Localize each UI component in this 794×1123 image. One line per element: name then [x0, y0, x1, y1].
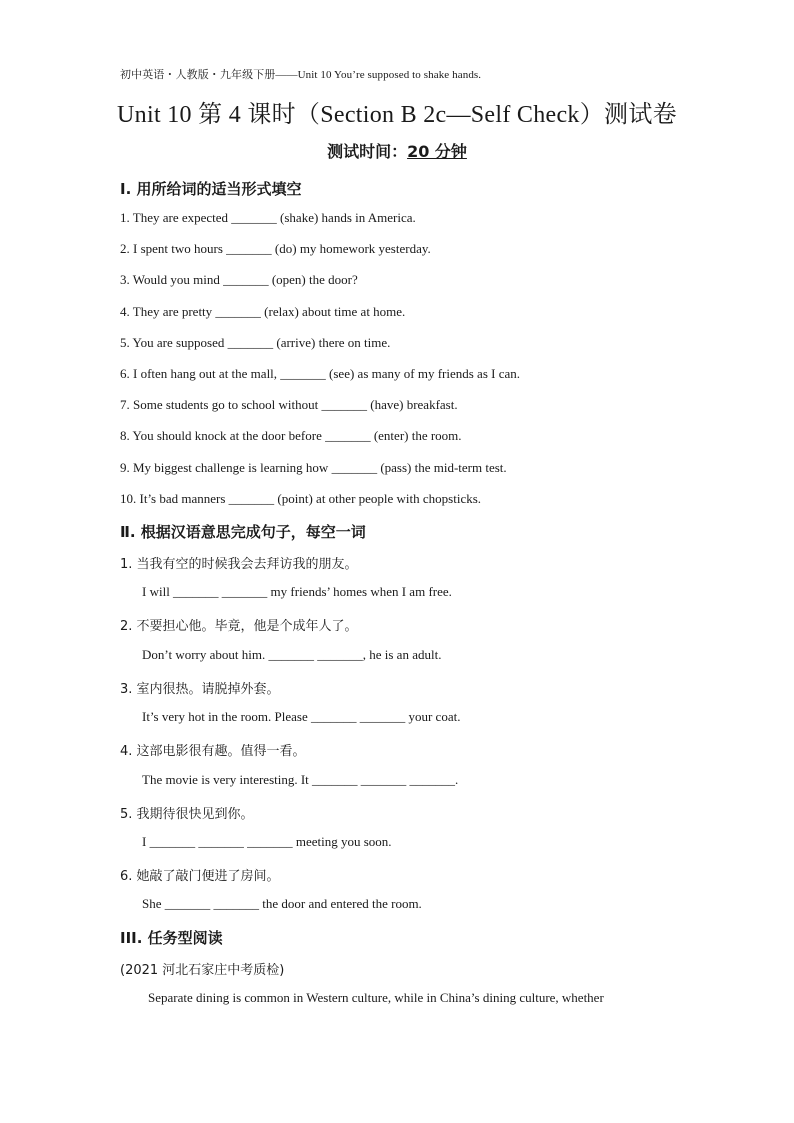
test-duration — [0, 139, 794, 162]
chinese-prompt: 3. 室内很热。请脱掉外套。 — [120, 682, 280, 697]
section-3-heading: III. 任务型阅读 — [120, 929, 223, 947]
english-sentence: Don’t worry about him. _______ _______, he is an adult. — [142, 647, 442, 662]
english-sentence: She _______ _______ the door and entered the room. — [142, 896, 422, 911]
question-item: 9. My biggest challenge is learning how _______ (pass) the mid-term test. — [120, 460, 507, 475]
question-item: 7. Some students go to school without _______ (have) breakfast. — [120, 397, 458, 412]
english-sentence: It’s very hot in the room. Please _______ _______ your coat. — [142, 709, 461, 724]
english-sentence: I _______ _______ _______ meeting you soon. — [142, 834, 392, 849]
source-note: (2021 河北石家庄中考质检) — [120, 963, 285, 978]
question-item: 5. You are supposed _______ (arrive) there on time. — [120, 335, 391, 350]
test-duration-value: 20 分钟 — [407, 142, 467, 161]
chinese-prompt: 4. 这部电影很有趣。值得一看。 — [120, 744, 306, 759]
section-2-heading: Ⅱ. 根据汉语意思完成句子，每空一词 — [120, 523, 366, 541]
chinese-prompt: 2. 不要担心他。毕竟，他是个成年人了。 — [120, 619, 358, 634]
header-note: 初中英语・人教版・九年级下册——Unit 10 You’re supposed to shake hands. — [120, 69, 482, 81]
chinese-prompt: 1. 当我有空的时候我会去拜访我的朋友。 — [120, 557, 358, 572]
reading-paragraph: Separate dining is common in Western culture, while in China’s dining culture, whether — [148, 990, 604, 1005]
chinese-prompt: 5. 我期待很快见到你。 — [120, 807, 254, 822]
english-sentence: I will _______ _______ my friends’ homes when I am free. — [142, 584, 452, 599]
question-item: 6. I often hang out at the mall, _______ (see) as many of my friends as I can. — [120, 366, 520, 381]
question-item: 4. They are pretty _______ (relax) about time at home. — [120, 304, 406, 319]
chinese-prompt: 6. 她敲了敲门便进了房间。 — [120, 869, 280, 884]
test-duration-label: 测试时间： — [327, 142, 408, 161]
page-title: Unit 10 第 4 课时（Section B 2c—Self Check）测试卷 — [117, 102, 677, 128]
section-1-heading: Ⅰ. 用所给词的适当形式填空 — [120, 180, 302, 198]
question-item: 10. It’s bad manners _______ (point) at other people with chopsticks. — [120, 491, 482, 506]
english-sentence: The movie is very interesting. It _______ _______ _______. — [142, 772, 459, 787]
question-item: 1. They are expected _______ (shake) hands in America. — [120, 210, 416, 225]
question-item: 2. I spent two hours _______ (do) my homework yesterday. — [120, 241, 431, 256]
question-item: 8. You should knock at the door before _______ (enter) the room. — [120, 428, 462, 443]
question-item: 3. Would you mind _______ (open) the door? — [120, 272, 358, 287]
